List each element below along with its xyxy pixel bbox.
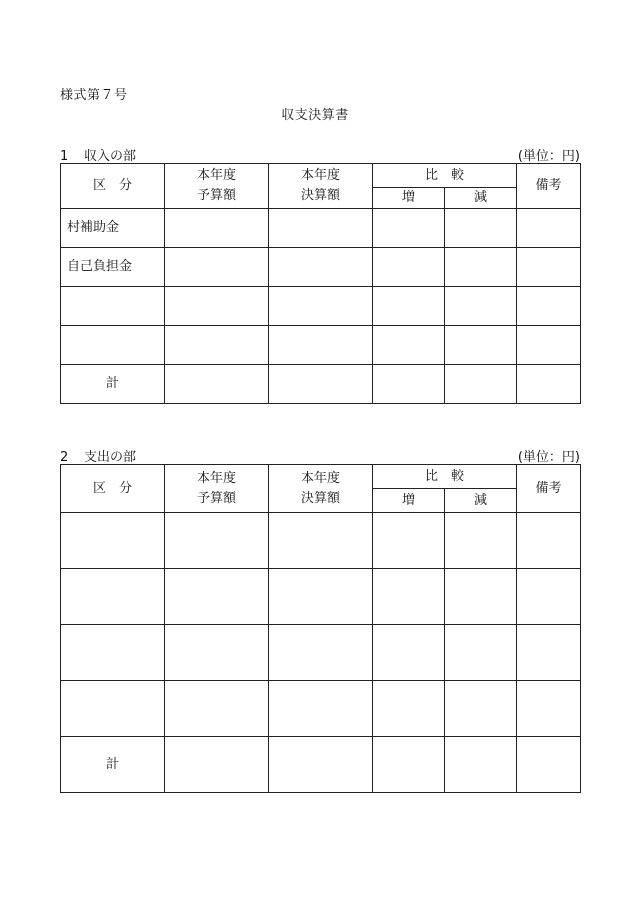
actual-cell[interactable] bbox=[269, 513, 373, 569]
row-label bbox=[61, 681, 165, 737]
table-row bbox=[61, 681, 581, 737]
table-row bbox=[61, 248, 581, 287]
expenditure-section-header bbox=[60, 446, 580, 465]
increase-cell[interactable] bbox=[373, 513, 445, 569]
remarks-cell[interactable] bbox=[517, 625, 581, 681]
budget-cell[interactable] bbox=[165, 248, 269, 287]
table-row bbox=[61, 625, 581, 681]
remarks-cell[interactable] bbox=[517, 513, 581, 569]
header-decrease: 減 bbox=[445, 188, 517, 209]
increase-cell[interactable] bbox=[373, 209, 445, 248]
header-actual bbox=[269, 164, 373, 209]
income-section-number: 1 bbox=[60, 149, 69, 164]
budget-cell[interactable] bbox=[165, 625, 269, 681]
decrease-cell[interactable] bbox=[445, 513, 517, 569]
header-remarks: 備考 bbox=[517, 164, 581, 209]
decrease-cell[interactable] bbox=[445, 326, 517, 365]
header-budget-line2: 予算額 bbox=[196, 188, 236, 203]
actual-cell[interactable] bbox=[269, 625, 373, 681]
expenditure-section-label bbox=[60, 446, 136, 465]
remarks-cell[interactable] bbox=[517, 737, 581, 793]
remarks-cell[interactable] bbox=[517, 287, 581, 326]
header-decrease: 減 bbox=[445, 489, 517, 513]
actual-cell[interactable] bbox=[269, 681, 373, 737]
remarks-cell[interactable] bbox=[517, 365, 581, 404]
document-title: 収支決算書 bbox=[281, 108, 349, 123]
income-section-label bbox=[60, 145, 136, 164]
increase-cell[interactable] bbox=[373, 569, 445, 625]
budget-cell[interactable] bbox=[165, 287, 269, 326]
income-table bbox=[60, 163, 581, 404]
budget-cell[interactable] bbox=[165, 209, 269, 248]
increase-cell[interactable] bbox=[373, 681, 445, 737]
header-actual bbox=[269, 465, 373, 513]
total-row bbox=[61, 737, 581, 793]
header-comparison: 比 較 bbox=[373, 164, 517, 188]
budget-cell[interactable] bbox=[165, 513, 269, 569]
decrease-cell[interactable] bbox=[445, 287, 517, 326]
actual-cell[interactable] bbox=[269, 248, 373, 287]
remarks-cell[interactable] bbox=[517, 248, 581, 287]
budget-cell[interactable] bbox=[165, 681, 269, 737]
header-actual-line1: 本年度 bbox=[300, 168, 340, 183]
increase-cell[interactable] bbox=[373, 625, 445, 681]
header-budget bbox=[165, 465, 269, 513]
decrease-cell[interactable] bbox=[445, 569, 517, 625]
table-row bbox=[61, 287, 581, 326]
budget-cell[interactable] bbox=[165, 326, 269, 365]
budget-cell[interactable] bbox=[165, 365, 269, 404]
remarks-cell[interactable] bbox=[517, 569, 581, 625]
header-budget-line2: 予算額 bbox=[196, 490, 236, 506]
expenditure-unit-note: (単位：円) bbox=[517, 450, 580, 465]
income-section-title: 収入の部 bbox=[84, 149, 137, 164]
decrease-cell[interactable] bbox=[445, 248, 517, 287]
total-row bbox=[61, 365, 581, 404]
header-actual-line2: 決算額 bbox=[300, 188, 340, 203]
header-budget-line1: 本年度 bbox=[196, 168, 236, 183]
increase-cell[interactable] bbox=[373, 326, 445, 365]
actual-cell[interactable] bbox=[269, 569, 373, 625]
table-row bbox=[61, 209, 581, 248]
increase-cell[interactable] bbox=[373, 365, 445, 404]
actual-cell[interactable] bbox=[269, 365, 373, 404]
budget-cell[interactable] bbox=[165, 737, 269, 793]
income-unit-note: (単位：円) bbox=[517, 149, 580, 164]
row-label: 自己負担金 bbox=[61, 248, 165, 287]
table-row bbox=[61, 326, 581, 365]
row-label bbox=[61, 625, 165, 681]
expenditure-table bbox=[60, 464, 581, 793]
row-label bbox=[61, 326, 165, 365]
table-row bbox=[61, 513, 581, 569]
form-number: 様式第７号 bbox=[60, 88, 128, 103]
header-increase: 増 bbox=[373, 489, 445, 513]
expenditure-section-title: 支出の部 bbox=[84, 450, 137, 465]
row-label bbox=[61, 569, 165, 625]
actual-cell[interactable] bbox=[269, 209, 373, 248]
decrease-cell[interactable] bbox=[445, 365, 517, 404]
row-label bbox=[61, 513, 165, 569]
income-section-header bbox=[60, 145, 580, 164]
header-increase: 増 bbox=[373, 188, 445, 209]
decrease-cell[interactable] bbox=[445, 737, 517, 793]
increase-cell[interactable] bbox=[373, 287, 445, 326]
decrease-cell[interactable] bbox=[445, 681, 517, 737]
remarks-cell[interactable] bbox=[517, 209, 581, 248]
row-label bbox=[61, 287, 165, 326]
header-actual-line1: 本年度 bbox=[300, 470, 340, 486]
decrease-cell[interactable] bbox=[445, 625, 517, 681]
actual-cell[interactable] bbox=[269, 287, 373, 326]
row-label: 村補助金 bbox=[61, 209, 165, 248]
header-comparison: 比 較 bbox=[373, 465, 517, 489]
header-budget-line1: 本年度 bbox=[196, 470, 236, 486]
total-label: 計 bbox=[61, 737, 165, 793]
remarks-cell[interactable] bbox=[517, 326, 581, 365]
actual-cell[interactable] bbox=[269, 326, 373, 365]
header-budget bbox=[165, 164, 269, 209]
decrease-cell[interactable] bbox=[445, 209, 517, 248]
header-remarks: 備考 bbox=[517, 465, 581, 513]
total-label: 計 bbox=[61, 365, 165, 404]
remarks-cell[interactable] bbox=[517, 681, 581, 737]
header-category: 区 分 bbox=[61, 465, 165, 513]
expenditure-section-number: 2 bbox=[60, 450, 69, 465]
budget-cell[interactable] bbox=[165, 569, 269, 625]
increase-cell[interactable] bbox=[373, 248, 445, 287]
actual-cell[interactable] bbox=[269, 737, 373, 793]
header-actual-line2: 決算額 bbox=[300, 490, 340, 506]
table-row bbox=[61, 569, 581, 625]
increase-cell[interactable] bbox=[373, 737, 445, 793]
header-category: 区 分 bbox=[61, 164, 165, 209]
